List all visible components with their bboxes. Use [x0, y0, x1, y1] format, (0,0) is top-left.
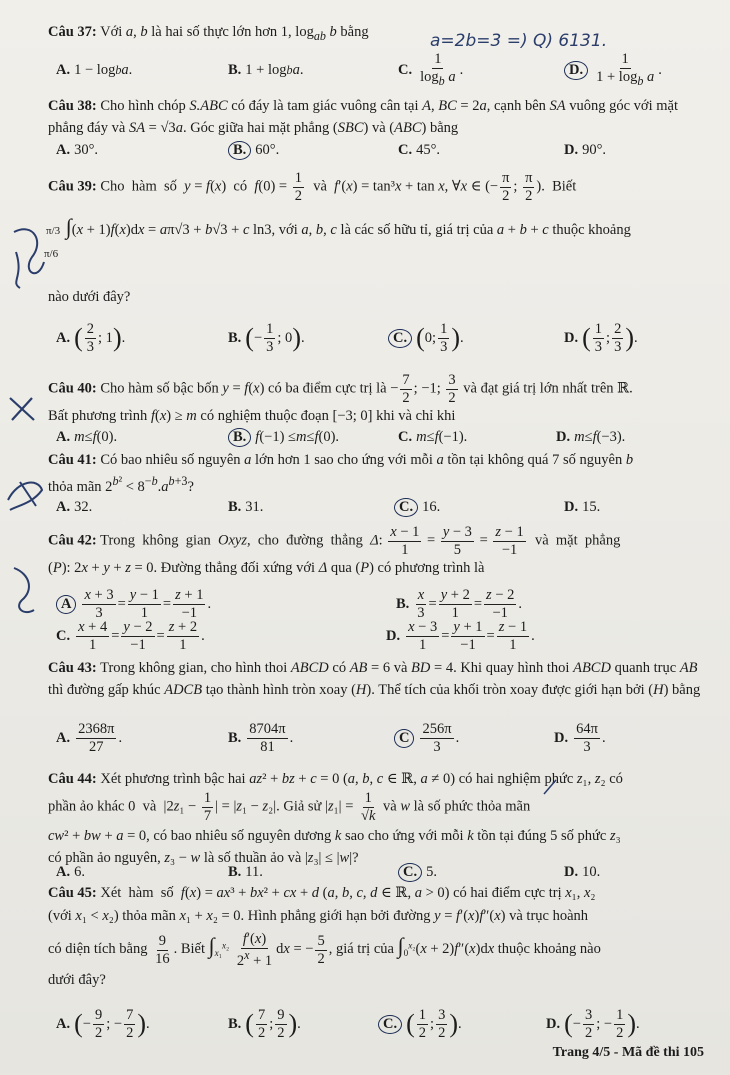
answer-row-38 — [56, 136, 706, 164]
option-d[interactable]: D. 15. — [564, 498, 601, 515]
option-a[interactable]: A $\frac{x + 3}{3}$ = $\frac{y - 1}{1}$ = $\frac{z + 1}{-1}$ . — [56, 584, 211, 624]
option-d[interactable]: D. $\frac{x - 3}{1}$ = $\frac{y + 1}{-1}$ = $\frac{z - 1}{1}$ . — [386, 618, 535, 653]
margin-scribble-41 — [2, 470, 48, 514]
margin-scribble-42 — [4, 560, 44, 620]
option-b[interactable]: B. $\frac{x}{3}$ = $\frac{y + 2}{1}$ = $\frac{z - 2}{-1}$ . — [396, 586, 523, 621]
question-44: Câu 44: Xét phương trình bậc hai az² + bz + c = 0 (a, b, c ∈ ℝ, a ≠ 0) có hai nghiệm phức z₁, z₂ có phần ảo khác 0 và |2z₁ − $\frac{1}{7}$ | = |z₁ − z₂|. Giả sử |z₁| = $\frac{1}{√k}$ và w là số phức thỏa mãn cw² + bw + a = 0, có bao nhiêu số nguyên dương k sao cho ứng với mỗi k tồn tại đúng 5 số phức z₃ có phần ảo nguyên, z₃ − w là số thuần ảo và |z₃| ≤ |w|? — [48, 771, 623, 867]
question-label: Câu 40: — [48, 380, 97, 397]
question-42: Câu 42: Trong không gian Oxyz, cho đường thẳng Δ: $\frac{x - 1}{1}$ = $\frac{y - 3}{5}$ = $\frac{z - 1}{-1}$ và mặt phẳng (P): 2x + y + z = 0. Đường thẳng đối xứng với Δ qua (P) có phương trình là — [48, 524, 621, 577]
option-d[interactable]: D. $\frac{64\pi}{3}$ . — [554, 720, 606, 755]
question-label: Câu 39: — [48, 178, 97, 195]
answer-row-43 — [56, 718, 706, 758]
option-d[interactable]: D. m ≤ f (−3). — [556, 428, 626, 445]
page-footer: Trang 4/5 - Mã đề thi 105 — [552, 1045, 704, 1060]
answer-row-40 — [56, 424, 706, 450]
option-b[interactable]: B. ( − $\frac{1}{3}$ ; 0 ) . — [228, 320, 305, 355]
option-a[interactable]: A. ( $\frac{2}{3}$ ; 1 ) . — [56, 320, 126, 355]
answer-row-39 — [56, 318, 706, 358]
option-a[interactable]: A. m ≤ f (0). — [56, 428, 118, 445]
option-d[interactable]: D. 90°. — [564, 141, 607, 158]
option-c[interactable]: C. m ≤ f (−1). — [398, 428, 468, 445]
question-label: Câu 44: — [48, 771, 97, 787]
question-40: Câu 40: Cho hàm số bậc bốn y = f(x) có ba điểm cực trị là − $\frac{7}{2}$ ; −1; $\frac{3}{2}$ và đạt giá trị lớn nhất trên ℝ. Bất phương trình f(x) ≥ m có nghiệm thuộc đoạn [−3; 0] khi và chỉ khi — [48, 372, 633, 425]
question-37: Câu 37: Với a, b là hai số thực lớn hơn 1, $\log_{ab} b$ bằng — [48, 24, 369, 43]
option-d[interactable]: D. ( − $\frac{3}{2}$ ; − $\frac{1}{2}$ ) . — [546, 1006, 640, 1041]
option-c[interactable]: C. 5. — [398, 860, 437, 884]
option-b[interactable]: B. f (−1) ≤ m ≤ f (0). — [228, 424, 339, 450]
option-b[interactable]: B. $\frac{8704\pi}{81}$ . — [228, 720, 294, 755]
option-b[interactable]: B. 60°. — [228, 136, 279, 164]
question-45: Câu 45: Xét hàm số f(x) = ax³ + bx² + cx + d (a, b, c, d ∈ ℝ, a > 0) có hai điểm cực trị x₁, x₂ (với x₁ < x₂) thỏa mãn x₁ + x₂ = 0. Hình phẳng giới hạn bởi đường y = f′(x)f″(x) và trục hoành có diện tích bằng $\frac{9}{16}$ . Biết $\int_{x_1}^{x_2}$ $\frac{f'(x)}{2^x + 1}$ dx = − $\frac{5}{2}$ , giá trị của $\int_0^{x_2}(x + 2)f''(x)dx$ thuộc khoảng nào dưới đây? — [48, 885, 601, 989]
question-label: Câu 38: — [48, 98, 97, 114]
question-label: Câu 43: — [48, 660, 97, 676]
option-b[interactable]: B. 1 + log b a . — [228, 61, 304, 78]
option-b[interactable]: B. 11. — [228, 863, 263, 880]
option-a[interactable]: A. 1 − log b a . — [56, 61, 133, 78]
option-c[interactable]: C $\frac{256\pi}{3}$ . — [394, 718, 459, 758]
option-c[interactable]: C. ( 0; $\frac{1}{3}$ ) . — [388, 318, 464, 358]
option-d[interactable]: D. $\frac{1}{1 + \log_b a}$ . — [564, 50, 662, 90]
svg-text:a=2b=3 =) Q) 6131.: a=2b=3 =) Q) 6131. — [430, 31, 608, 51]
question-43: Câu 43: Trong không gian, cho hình thoi ABCD có AB = 6 và BD = 4. Khi quay hình thoi ABCD quanh trục AB thì đường gấp khúc ADCB tạo thành hình tròn xoay (H). Thể tích của khối tròn xoay được giới hạn bởi (H) bằng — [48, 660, 701, 698]
option-c[interactable]: C. 16. — [394, 494, 440, 520]
option-a[interactable]: A. ( − $\frac{9}{2}$ ; − $\frac{7}{2}$ ) . — [56, 1006, 150, 1041]
question-label: Câu 37: — [48, 24, 97, 40]
question-41: Câu 41: Có bao nhiêu số nguyên a lớn hơn 1 sao cho ứng với mỗi a tồn tại không quá 7 số nguyên b thỏa mãn $2^{b^2} < 8^{-b}.a^{b+3}$? — [48, 452, 634, 495]
answer-row-41 — [56, 494, 706, 520]
answer-row-42b — [56, 616, 706, 656]
question-39-end: nào dưới đây? — [48, 289, 131, 305]
option-c[interactable]: C. ( $\frac{1}{2}$ ; $\frac{3}{2}$ ) . — [378, 1004, 462, 1044]
option-a[interactable]: A. $\frac{2368\pi}{27}$ . — [56, 720, 123, 755]
option-b[interactable]: B. ( $\frac{7}{2}$ ; $\frac{9}{2}$ ) . — [228, 1006, 301, 1041]
question-39: Câu 39: Cho hàm số y = f(x) có f(0) = $\frac{1}{2}$ và f′(x) = tan³x + tan x, ∀x ∈ (− $\frac{\pi}{2}$ ; $\frac{\pi}{2}$ ). Biết — [48, 170, 577, 204]
option-a[interactable]: A. 32. — [56, 498, 93, 515]
answer-row-44 — [56, 860, 706, 884]
answer-row-37 — [56, 50, 706, 90]
question-label: Câu 41: — [48, 452, 97, 468]
question-38: Câu 38: Cho hình chóp S.ABC có đáy là tam giác vuông cân tại A, BC = 2a, cạnh bên SA vuông góc với mặt phẳng đáy và SA = √3a. Góc giữa hai mặt phẳng (SBC) và (ABC) bằng — [48, 98, 678, 136]
question-label: Câu 45: — [48, 885, 97, 901]
option-a[interactable]: A. 6. — [56, 863, 85, 880]
option-c[interactable]: C. 45°. — [398, 141, 441, 158]
option-b[interactable]: B. 31. — [228, 498, 264, 515]
option-c[interactable]: C. $\frac{x + 4}{1}$ = $\frac{y - 2}{-1}$ = $\frac{z + 2}{1}$ . — [56, 618, 205, 653]
question-label: Câu 42: — [48, 532, 97, 549]
margin-cross-40 — [6, 394, 38, 424]
option-d[interactable]: D. ( $\frac{1}{3}$ ; $\frac{2}{3}$ ) . — [564, 320, 638, 355]
option-a[interactable]: A. 30°. — [56, 141, 99, 158]
answer-row-45 — [56, 1004, 706, 1044]
option-d[interactable]: D. 10. — [564, 863, 601, 880]
option-c[interactable]: C. $\frac{1}{\log_b a}$ . — [398, 51, 464, 88]
question-39-integral: π/3 ∫(x + 1)f(x)dx = aπ√3 + b√3 + c ln3, với a, b, c là các số hữu tỉ, giá trị của a + b + c thuộc khoảng π/6 — [44, 214, 631, 260]
